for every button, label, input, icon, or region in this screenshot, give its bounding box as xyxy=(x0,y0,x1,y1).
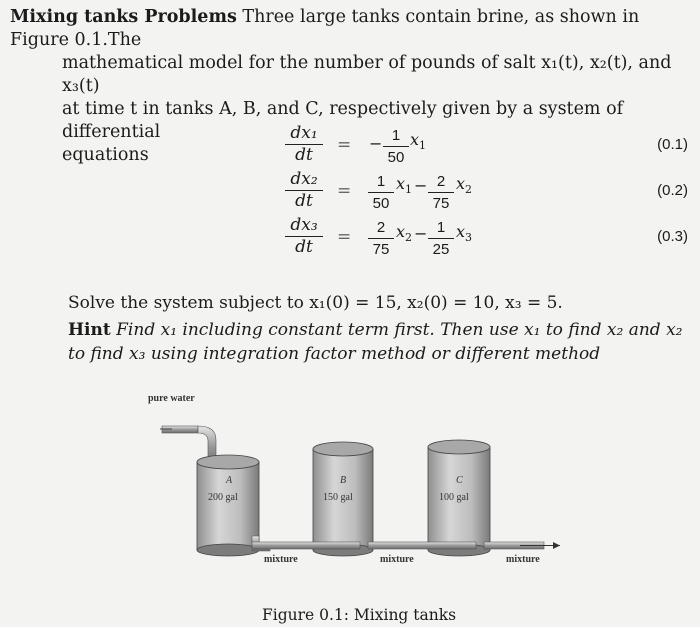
coef-denominator: 25 xyxy=(432,241,450,258)
equation-number: (0.1) xyxy=(657,136,688,153)
coef-numerator: 1 xyxy=(376,173,386,190)
lhs-denominator: dt xyxy=(295,191,313,211)
coef-numerator: 2 xyxy=(376,219,386,236)
problem-heading: Mixing tanks Problems xyxy=(10,7,237,27)
variable: $x_1$ xyxy=(410,130,427,153)
lhs-denominator: dt xyxy=(295,145,313,165)
coef-denominator: 50 xyxy=(372,195,390,212)
equation-row-3 xyxy=(0,216,700,260)
hint-paragraph xyxy=(68,318,693,366)
connecting-pipes xyxy=(252,474,560,551)
variable: $x_2$ xyxy=(396,222,413,245)
tank-c-volume: 100 gal xyxy=(439,492,469,503)
coef-denominator: 50 xyxy=(387,149,405,166)
tank-b xyxy=(313,442,373,556)
intro-line-2: mathematical model for the number of pounds of salt x₁(t), x₂(t), and x₃(t) xyxy=(62,53,672,96)
tank-c xyxy=(428,440,490,556)
intro-line-4: equations xyxy=(62,145,149,165)
intro-line-1 xyxy=(10,6,694,52)
hint-text: Find x₁ including constant term first. Then use x₁ to find x₂ and x₂ to find x₃ using integration factor method or different method xyxy=(68,320,683,364)
variable: $x_3$ xyxy=(456,222,473,245)
equation-row-2 xyxy=(0,170,700,214)
tank-a-name: A xyxy=(226,475,233,486)
tank-c-name: C xyxy=(456,475,463,486)
coef-numerator: 1 xyxy=(436,219,446,236)
tank-b-name: B xyxy=(340,475,347,486)
coefficient-2 xyxy=(428,218,454,259)
equation-number: (0.3) xyxy=(657,228,688,245)
tank-b-volume: 150 gal xyxy=(323,492,353,503)
lhs-numerator: dx₃ xyxy=(290,215,318,235)
solve-instruction: Solve the system subject to x₁(0) = 15, x₂(0) = 10, x₃ = 5. xyxy=(68,293,563,313)
hint-label: Hint xyxy=(68,320,111,340)
coefficient-1 xyxy=(383,126,409,167)
flow-label-2: mixture xyxy=(380,554,414,565)
mixing-tanks-diagram xyxy=(140,384,600,584)
lhs-denominator: dt xyxy=(295,237,313,257)
minus-sign: − xyxy=(414,224,428,243)
coefficient-1 xyxy=(368,218,394,259)
variable: $x_1$ xyxy=(396,174,413,197)
variable: $x_2$ xyxy=(456,174,473,197)
pure-water-label: pure water xyxy=(148,393,195,404)
figure-caption: Figure 0.1: Mixing tanks xyxy=(262,606,457,624)
equation-number: (0.2) xyxy=(657,182,688,199)
lhs-numerator: dx₂ xyxy=(290,169,318,189)
lhs-derivative-2 xyxy=(285,170,323,211)
intro-line-3: at time t in tanks A, B, and C, respectively given by a system of differential xyxy=(62,99,624,142)
minus-sign: − xyxy=(369,134,383,153)
coef-denominator: 75 xyxy=(372,241,390,258)
coef-numerator: 2 xyxy=(436,173,446,190)
equals-sign: = xyxy=(337,227,352,247)
tank-a-volume: 200 gal xyxy=(208,492,238,503)
minus-sign: − xyxy=(414,176,428,195)
lhs-derivative-1 xyxy=(285,124,323,165)
lhs-derivative-3 xyxy=(285,216,323,257)
equals-sign: = xyxy=(337,135,352,155)
tank-a xyxy=(197,455,259,556)
intro-line-1-text: Three large tanks contain brine, as shown in Figure 0.1.The xyxy=(10,7,640,50)
lhs-numerator: dx₁ xyxy=(290,123,318,143)
flow-label-3: mixture xyxy=(506,554,540,565)
equals-sign: = xyxy=(337,181,352,201)
equation-row-1 xyxy=(0,124,700,168)
coefficient-2 xyxy=(428,172,454,213)
coef-denominator: 75 xyxy=(432,195,450,212)
flow-label-1: mixture xyxy=(264,554,298,565)
coefficient-1 xyxy=(368,172,394,213)
coef-numerator: 1 xyxy=(391,127,401,144)
equation-system xyxy=(0,124,700,274)
